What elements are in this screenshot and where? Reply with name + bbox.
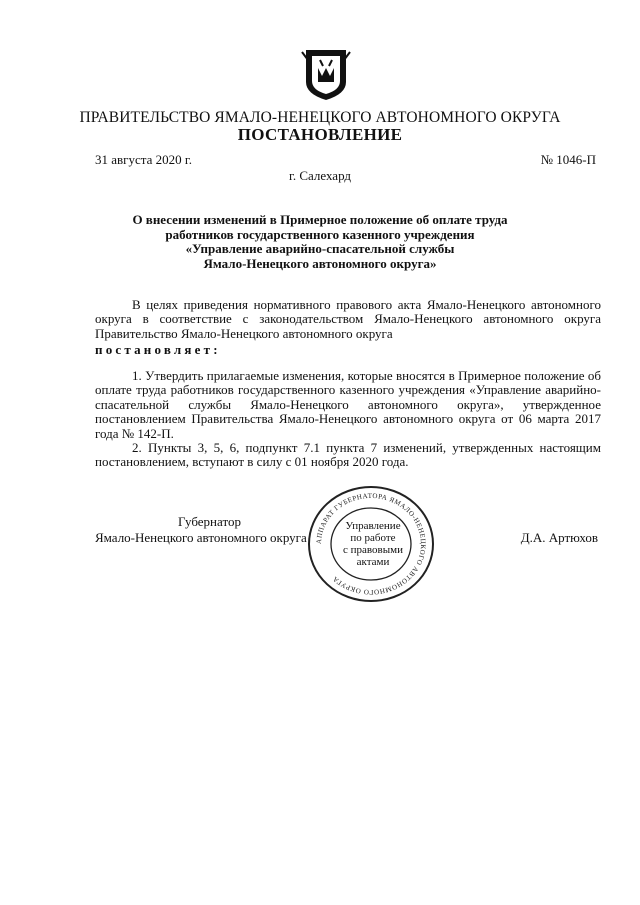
signatory-name: Д.А. Артюхов — [520, 530, 598, 545]
preamble-paragraph: В целях приведения нормативного правового акта Ямало-Ненецкого автономного округа в соответствие с законодательством Ямало-Ненецкого автономного округа Правительство Ямало-Ненецкого автономного округа — [95, 297, 601, 341]
stamp-center-text — [336, 520, 410, 568]
subject-line: Ямало-Ненецкого автономного округа» — [203, 255, 437, 271]
stamp-line: Управление — [345, 520, 401, 532]
document-date: 31 августа 2020 г. — [95, 152, 192, 167]
document-subject — [90, 213, 550, 271]
government-title: ПРАВИТЕЛЬСТВО ЯМАЛО-НЕНЕЦКОГО АВТОНОМНОГО ОКРУГА — [79, 109, 561, 126]
yamal-emblem-icon — [300, 48, 352, 102]
resolves-word: постановляет: — [95, 342, 221, 357]
document-number: № 1046-П — [540, 152, 596, 167]
subject-line: О внесении изменений в Примерное положение об оплате труда — [132, 212, 508, 227]
stamp-ring-text: АППАРАТ ГУБЕРНАТОРА ЯМАЛО-НЕНЕЦКОГО АВТОНОМНОГО ОКРУГА — [314, 491, 428, 597]
signatory-position: Губернатор — [178, 514, 241, 529]
signatory-region: Ямало-Ненецкого автономного округа — [95, 530, 307, 545]
stamp-line: актами — [356, 556, 390, 568]
subject-line: «Управление аварийно-спасательной службы — [185, 241, 455, 257]
resolution-item-2: 2. Пункты 3, 5, 6, подпункт 7.1 пункта 7 изменений, утвержденных настоящим постановлением, вступают в силу с 01 ноября 2020 года. — [95, 440, 601, 470]
document-type-heading: ПОСТАНОВЛЕНИЕ — [237, 125, 403, 144]
stamp-line: по работе — [350, 532, 396, 544]
stamp-line: с правовыми — [343, 544, 403, 556]
subject-line: работников государственного казенного учреждения — [165, 226, 475, 242]
document-city: г. Салехард — [288, 168, 352, 183]
resolution-item-1: 1. Утвердить прилагаемые изменения, которые вносятся в Примерное положение об оплате труда работников государственного казенного учреждения «Управление аварийно-спасательной службы Ямало-Ненецкого автономного округа», утвержденное постановлением Правительства Ямало-Ненецкого автономного округа от 06 марта 2017 года № 142-П. — [95, 368, 601, 441]
